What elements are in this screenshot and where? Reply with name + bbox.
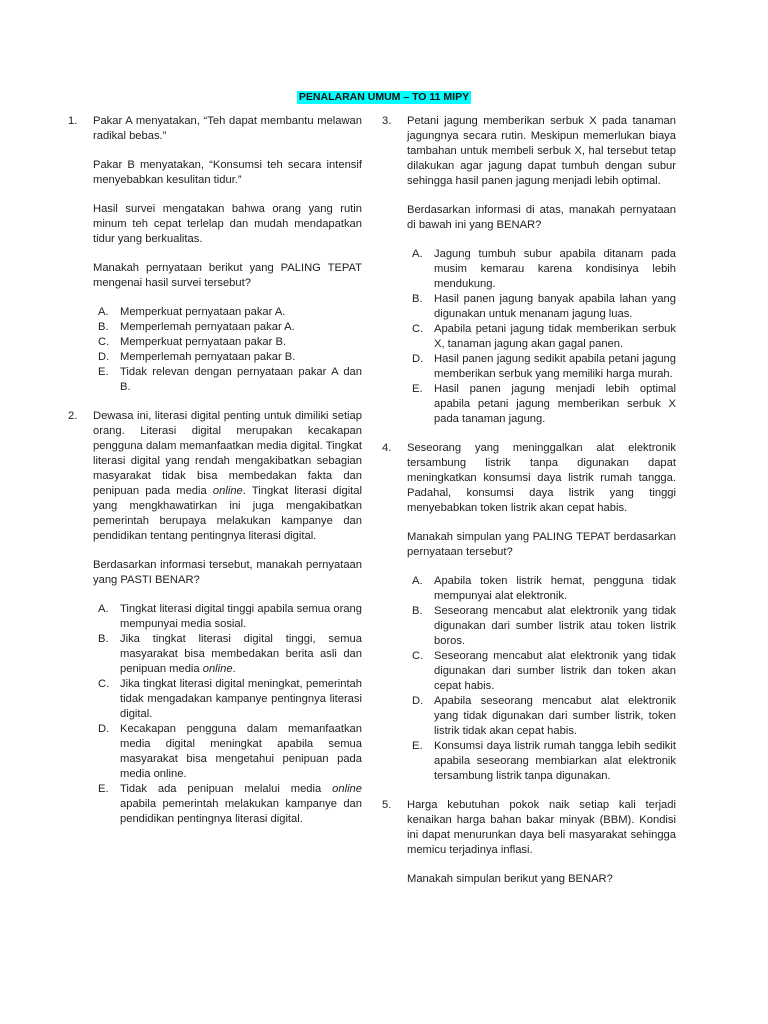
- answer-options: [93, 305, 362, 395]
- question-prompt: Manakah simpulan berikut yang BENAR?: [407, 873, 613, 885]
- answer-option: [407, 352, 676, 382]
- question-5: [382, 798, 676, 887]
- option-text: Memperkuat pernyataan pakar A.: [120, 306, 286, 318]
- option-letter: C.: [412, 650, 424, 662]
- question-prompt: Manakah simpulan yang PALING TEPAT berdasarkan pernyataan tersebut?: [407, 531, 676, 558]
- option-letter: E.: [412, 383, 423, 395]
- answer-option: [93, 632, 362, 677]
- text-run: Dewasa ini, literasi digital penting untuk dimiliki setiap orang. Literasi digital merupakan kecakapan pengguna dalam memanfaatkan media digital. Tingkat literasi digital yang rendah mengakibatkan sebagian masyarakat tidak bisa membedakan fakta dan penipuan pada media: [93, 410, 362, 497]
- option-letter: A.: [98, 306, 109, 318]
- answer-option: [93, 602, 362, 632]
- option-text: Memperkuat pernyataan pakar B.: [120, 336, 287, 348]
- question-1: [68, 114, 362, 395]
- left-column: [68, 114, 362, 841]
- option-letter: C.: [412, 323, 424, 335]
- answer-option: [407, 739, 676, 784]
- option-letter: D.: [412, 353, 424, 365]
- answer-option: [93, 335, 362, 350]
- option-text: [120, 783, 362, 825]
- question-number: 2.: [68, 410, 78, 422]
- option-text: Hasil panen jagung menjadi lebih optimal apabila petani jagung memberikan serbuk X pada tanaman jagung.: [434, 383, 676, 425]
- option-letter: A.: [412, 575, 423, 587]
- answer-options: [93, 602, 362, 827]
- question-3: [382, 114, 676, 427]
- question-prompt: Berdasarkan informasi di atas, manakah pernyataan di bawah ini yang BENAR?: [407, 204, 676, 231]
- answer-option: [407, 292, 676, 322]
- option-text: Jika tingkat literasi digital meningkat, pemerintah tidak mengadakan kampanye pentingnya literasi digital.: [120, 678, 362, 720]
- option-text: Tidak relevan dengan pernyataan pakar A dan B.: [120, 366, 362, 393]
- option-letter: B.: [412, 293, 423, 305]
- option-text: Konsumsi daya listrik rumah tangga lebih sedikit apabila seseorang membiarkan alat elektronik tersambung listrik tanpa digunakan.: [434, 740, 676, 782]
- text-run: . Tingkat literasi digital yang mengkhawatirkan ini juga mengakibatkan pemerintah berupaya melakukan kampanye dan pendidikan tentang pentingnya literasi digital.: [93, 485, 362, 542]
- question-text: Seseorang yang meninggalkan alat elektronik tersambung listrik tanpa digunakan dapat meningkatkan konsumsi daya listrik rumah tangga. Padahal, konsumsi daya listrik yang tinggi menyebabkan token listrik akan cepat habis.: [407, 442, 676, 514]
- option-text: Memperlemah pernyataan pakar B.: [120, 351, 296, 363]
- right-column: [382, 114, 676, 901]
- option-text: Apabila petani jagung tidak memberikan serbuk X, tanaman jagung akan gagal panen.: [434, 323, 676, 350]
- option-letter: B.: [98, 633, 109, 645]
- option-text: Seseorang mencabut alat elektronik yang tidak digunakan dari sumber listrik atau token listrik boros.: [434, 605, 676, 647]
- option-text: Memperlemah pernyataan pakar A.: [120, 321, 295, 333]
- option-text: Kecakapan pengguna dalam memanfaatkan media digital meningkat apabila semua masyarakat bisa mengetahui penipuan pada media online.: [120, 723, 362, 780]
- question-prompt: Manakah pernyataan berikut yang PALING TEPAT mengenai hasil survei tersebut?: [93, 262, 362, 289]
- question-text: Harga kebutuhan pokok naik setiap kali terjadi kenaikan harga bahan bakar minyak (BBM). Kondisi ini dapat menurunkan daya beli masyarakat sehingga memicu terjadinya inflasi.: [407, 799, 676, 856]
- option-letter: D.: [98, 723, 110, 735]
- answer-option: [93, 722, 362, 782]
- question-text: Pakar B menyatakan, “Konsumsi teh secara intensif menyebabkan kesulitan tidur.”: [93, 159, 362, 186]
- answer-option: [407, 382, 676, 427]
- answer-option: [407, 574, 676, 604]
- question-text: Hasil survei mengatakan bahwa orang yang rutin minum teh cepat terlelap dan mudah mendapatkan tidur yang berkualitas.: [93, 203, 362, 245]
- question-text: Pakar A menyatakan, “Teh dapat membantu melawan radikal bebas.”: [93, 115, 362, 142]
- answer-option: [93, 350, 362, 365]
- option-letter: B.: [98, 321, 109, 333]
- option-letter: D.: [412, 695, 424, 707]
- option-letter: D.: [98, 351, 110, 363]
- answer-option: [407, 604, 676, 649]
- option-letter: E.: [412, 740, 423, 752]
- question-4: [382, 441, 676, 784]
- page-title: PENALARAN UMUM – TO 11 MIPY: [298, 91, 470, 103]
- option-text: Tingkat literasi digital tinggi apabila semua orang mempunyai media sosial.: [120, 603, 362, 630]
- answer-option: [93, 782, 362, 827]
- question-prompt: Berdasarkan informasi tersebut, manakah pernyataan yang PASTI BENAR?: [93, 559, 362, 586]
- answer-option: [93, 677, 362, 722]
- question-number: 4.: [382, 442, 392, 454]
- question-number: 1.: [68, 115, 78, 127]
- answer-option: [407, 247, 676, 292]
- option-text: Hasil panen jagung banyak apabila lahan yang digunakan untuk menanam jagung luas.: [434, 293, 676, 320]
- option-letter: C.: [98, 336, 110, 348]
- answer-option: [93, 305, 362, 320]
- question-number: 5.: [382, 799, 392, 811]
- italic-text: online: [202, 663, 233, 675]
- option-text: Apabila token listrik hemat, pengguna tidak mempunyai alat elektronik.: [434, 575, 676, 602]
- italic-text: online: [332, 783, 362, 795]
- text-run: .: [232, 663, 236, 675]
- option-letter: A.: [412, 248, 423, 260]
- answer-option: [407, 322, 676, 352]
- answer-options: [407, 247, 676, 427]
- question-number: 3.: [382, 115, 392, 127]
- option-text: Hasil panen jagung sedikit apabila petani jagung memberikan serbuk yang memiliki harga murah.: [434, 353, 676, 380]
- title-bar: [0, 87, 768, 105]
- question-text: [93, 409, 362, 544]
- option-text: Apabila seseorang mencabut alat elektronik yang tidak digunakan dari sumber listrik, token listrik tidak akan cepat habis.: [434, 695, 676, 737]
- option-letter: E.: [98, 366, 109, 378]
- answer-option: [93, 365, 362, 395]
- answer-option: [407, 694, 676, 739]
- option-text: Seseorang mencabut alat elektronik yang tidak digunakan dari sumber listrik dan token akan cepat habis.: [434, 650, 676, 692]
- option-text: [120, 633, 362, 675]
- answer-option: [93, 320, 362, 335]
- answer-option: [407, 649, 676, 694]
- text-run: apabila pemerintah melakukan kampanye dan pendidikan pentingnya literasi digital.: [120, 798, 362, 825]
- option-letter: A.: [98, 603, 109, 615]
- question-2: [68, 409, 362, 827]
- option-text: Jagung tumbuh subur apabila ditanam pada musim kemarau karena kondisinya lebih mendukung.: [434, 248, 676, 290]
- text-run: Jika tingkat literasi digital tinggi, semua masyarakat bisa membedakan berita asli dan penipuan media: [120, 633, 362, 675]
- question-text: Petani jagung memberikan serbuk X pada tanaman jagungnya secara rutin. Meskipun memerlukan biaya tambahan untuk membeli serbuk X, hal tersebut tetap dilakukan agar jagung dapat tumbuh dengan subur sehingga hasil panen jagung menjadi lebih optimal.: [407, 115, 676, 187]
- option-letter: C.: [98, 678, 110, 690]
- option-letter: B.: [412, 605, 423, 617]
- option-letter: E.: [98, 783, 109, 795]
- italic-text: online: [212, 485, 243, 497]
- answer-options: [407, 574, 676, 784]
- text-run: Tidak ada penipuan melalui media: [120, 783, 333, 795]
